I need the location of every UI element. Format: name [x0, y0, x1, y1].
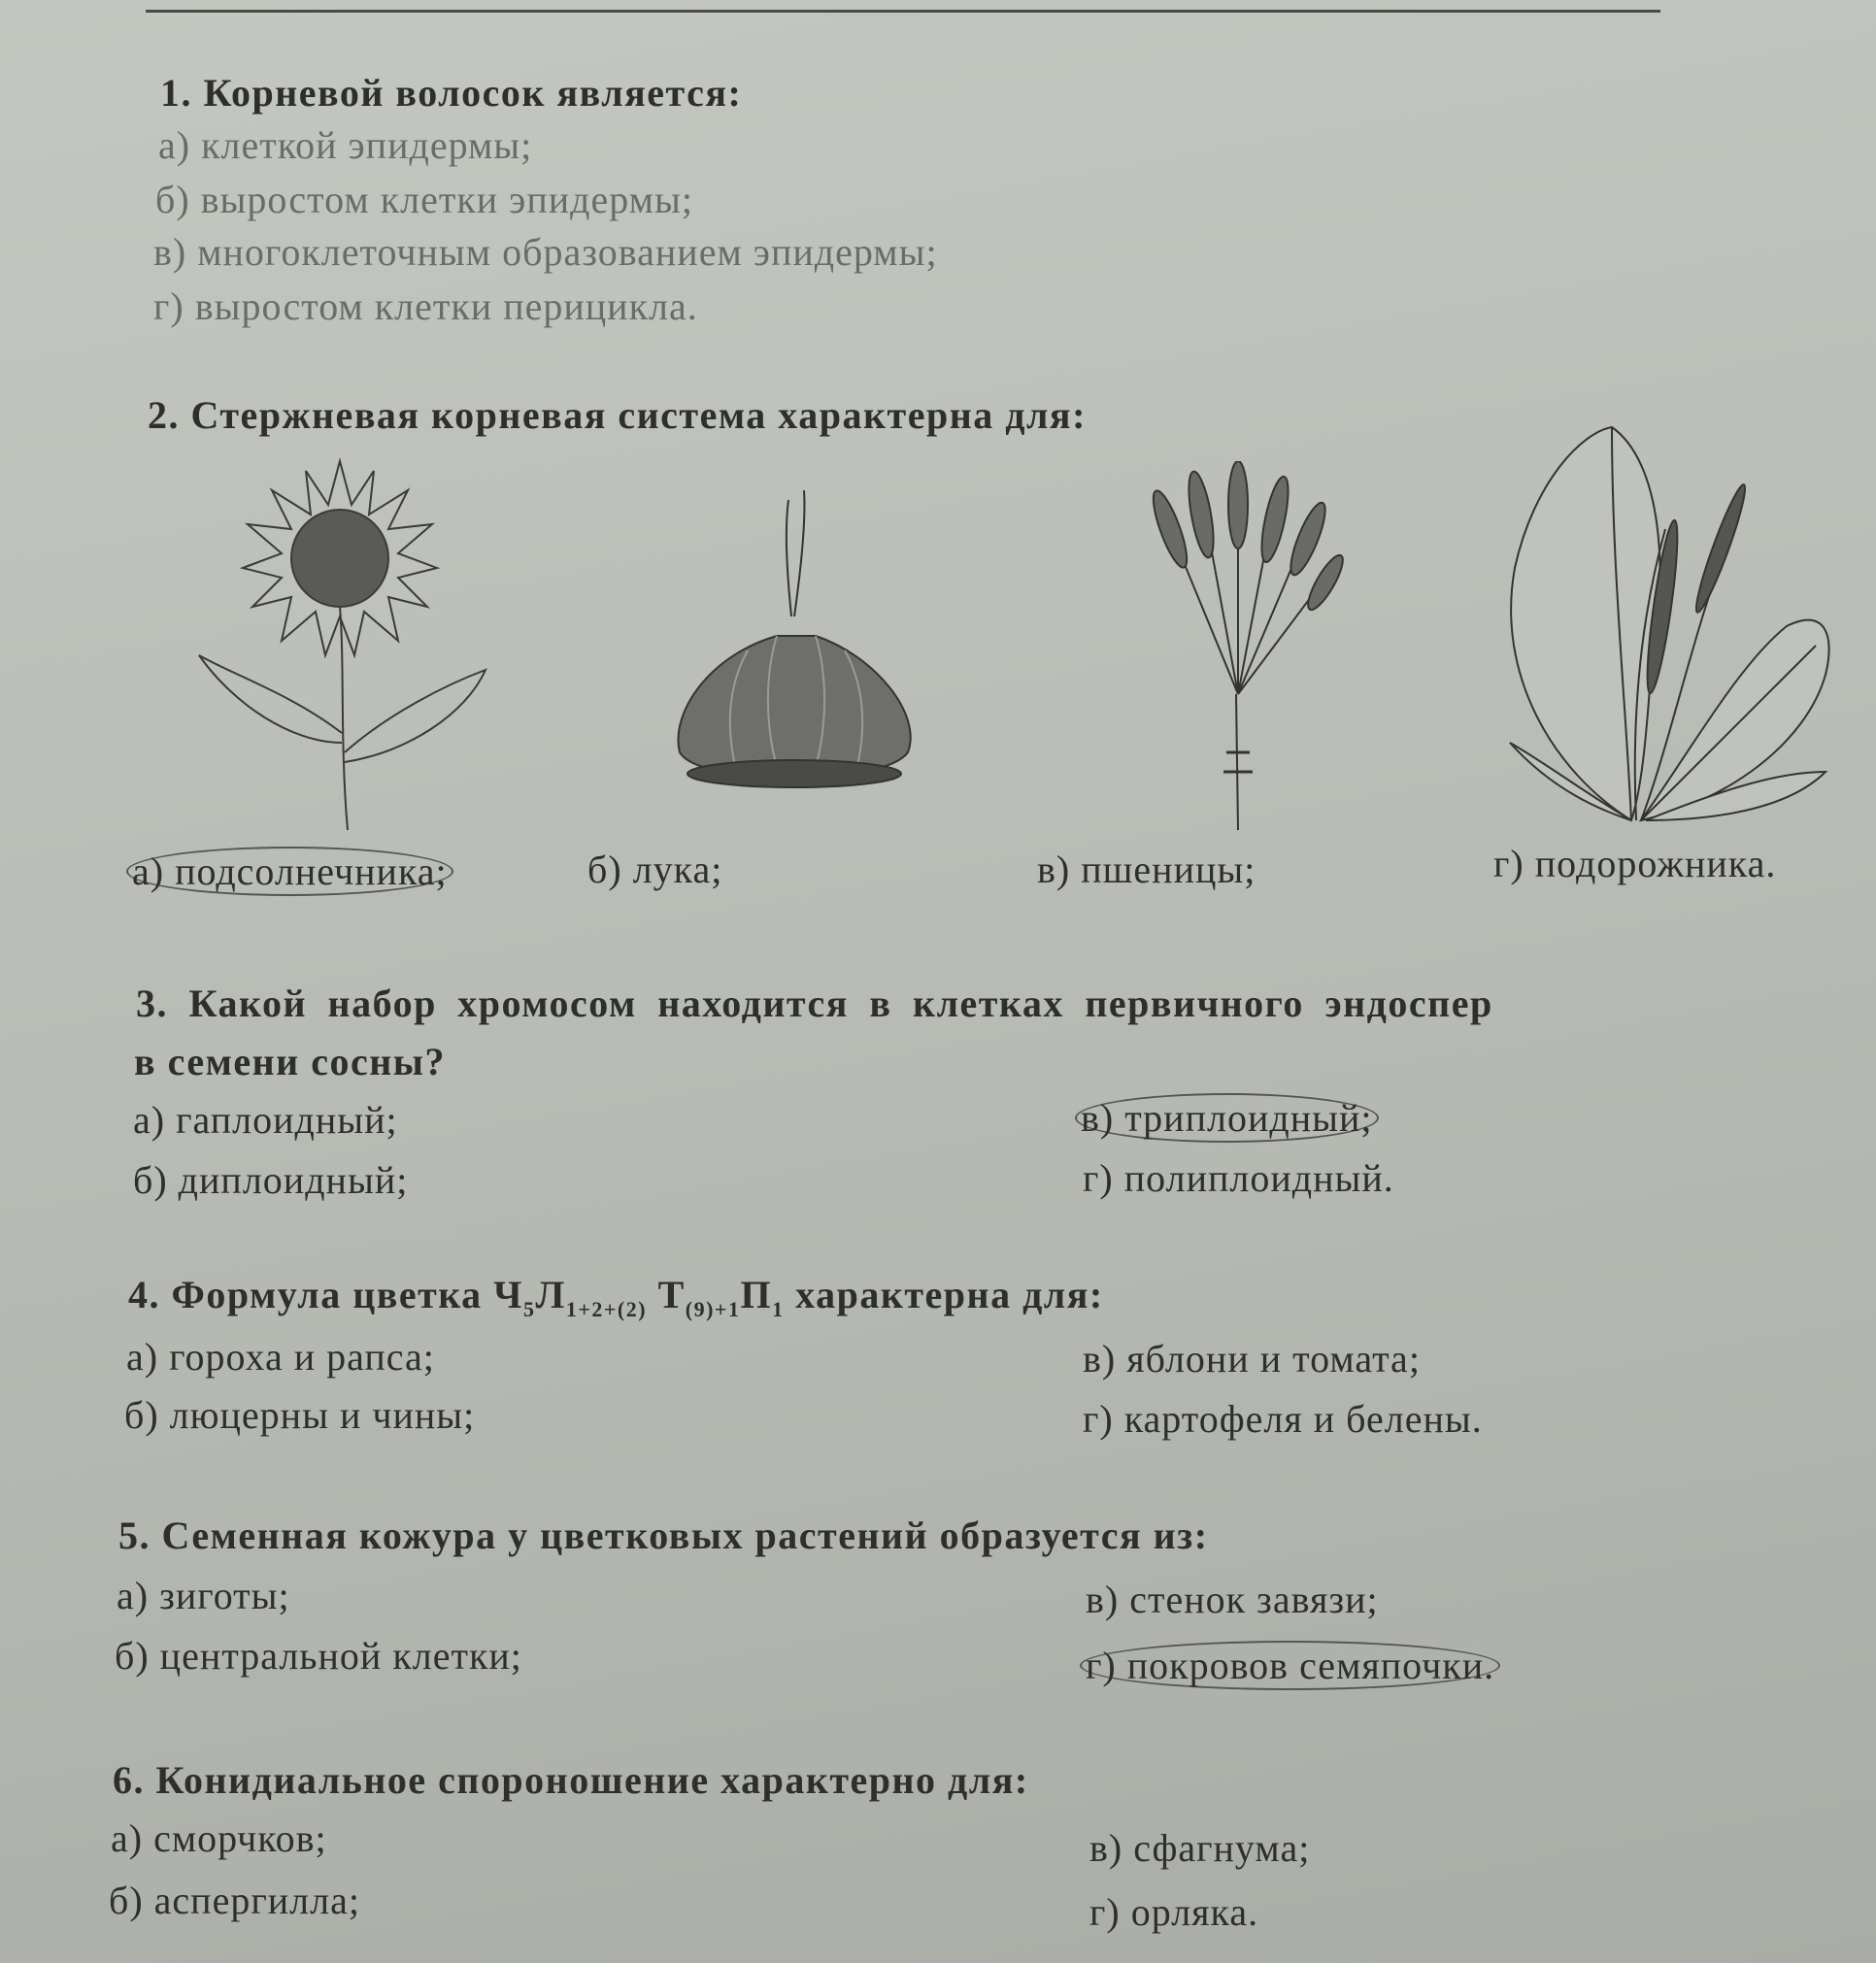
question-5-title: 5. Семенная кожура у цветковых растений образуется из: [118, 1514, 1209, 1557]
formula-ch-sub: 5 [523, 1297, 536, 1321]
question-2-title: 2. Стержневая корневая система характерна для: [148, 393, 1087, 437]
top-border-line [146, 0, 1660, 13]
plantain-icon [1495, 422, 1845, 830]
question-2-option-a [134, 847, 453, 896]
question-4-option-d: г) картофеля и белены. [1083, 1397, 1483, 1441]
question-3-option-b: б) диплоидный; [133, 1158, 409, 1202]
question-3-option-d: г) полиплоидный. [1083, 1156, 1394, 1200]
question-1-option-a: а) клеткой эпидермы; [158, 123, 533, 167]
question-5-option-d [1088, 1641, 1500, 1690]
onion-icon [670, 490, 922, 791]
question-2-option-d: г) подорожника. [1493, 842, 1777, 885]
question-6-option-a: а) сморчков; [111, 1816, 327, 1860]
answer-mark-c: в) триплоидный; [1075, 1093, 1379, 1143]
question-5-option-b: б) центральной клетки; [115, 1634, 522, 1678]
question-5-option-a: а) зиготы; [117, 1574, 290, 1617]
formula-l-sub: 1+2+(2) [565, 1297, 648, 1321]
question-6-title: 6. Конидиальное спороношение характерно для: [113, 1758, 1029, 1802]
question-5-option-c: в) стенок завязи; [1086, 1578, 1379, 1621]
question-6-option-d: г) орляка. [1089, 1890, 1259, 1934]
question-4-option-b: б) люцерны и чины; [124, 1393, 476, 1437]
question-1-option-b: б) выростом клетки эпидермы; [155, 178, 693, 221]
formula-p: П [740, 1273, 773, 1316]
question-3-title-line-1: 3. Какой набор хромосом находится в клетках первичного эндоспер [136, 982, 1493, 1025]
question-6-option-c: в) сфагнума; [1089, 1826, 1311, 1870]
question-6-option-b: б) аспергилла; [109, 1879, 360, 1922]
question-1-option-c: в) многоклеточным образованием эпидермы; [153, 230, 938, 274]
question-2-option-b: б) лука; [587, 848, 723, 891]
question-3-title-line-2: в семени сосны? [134, 1040, 446, 1083]
question-4-title [128, 1272, 1104, 1322]
formula-t: Т [657, 1273, 686, 1316]
question-2-option-c: в) пшеницы; [1037, 848, 1256, 891]
formula-prefix: 4. Формула цветка Ч [128, 1273, 524, 1316]
formula-suffix: характерна для: [784, 1273, 1104, 1316]
question-4-option-a: а) гороха и рапса; [126, 1335, 435, 1379]
formula-l: Л [535, 1273, 566, 1316]
question-3-option-c [1083, 1093, 1379, 1143]
sunflower-icon [194, 451, 505, 840]
answer-mark-d: г) покровов семяпочки. [1080, 1641, 1500, 1690]
answer-mark-a: а) подсолнечника; [126, 847, 453, 896]
question-4-option-c: в) яблони и томата; [1083, 1337, 1421, 1381]
wheat-icon [1141, 461, 1345, 840]
question-1-option-d: г) выростом клетки перицикла. [153, 284, 698, 328]
question-1-title: 1. Корневой волосок является: [160, 71, 743, 115]
formula-p-sub: 1 [772, 1297, 785, 1321]
question-3-option-a: а) гаплоидный; [133, 1098, 398, 1142]
formula-t-sub: (9)+1 [685, 1297, 741, 1321]
